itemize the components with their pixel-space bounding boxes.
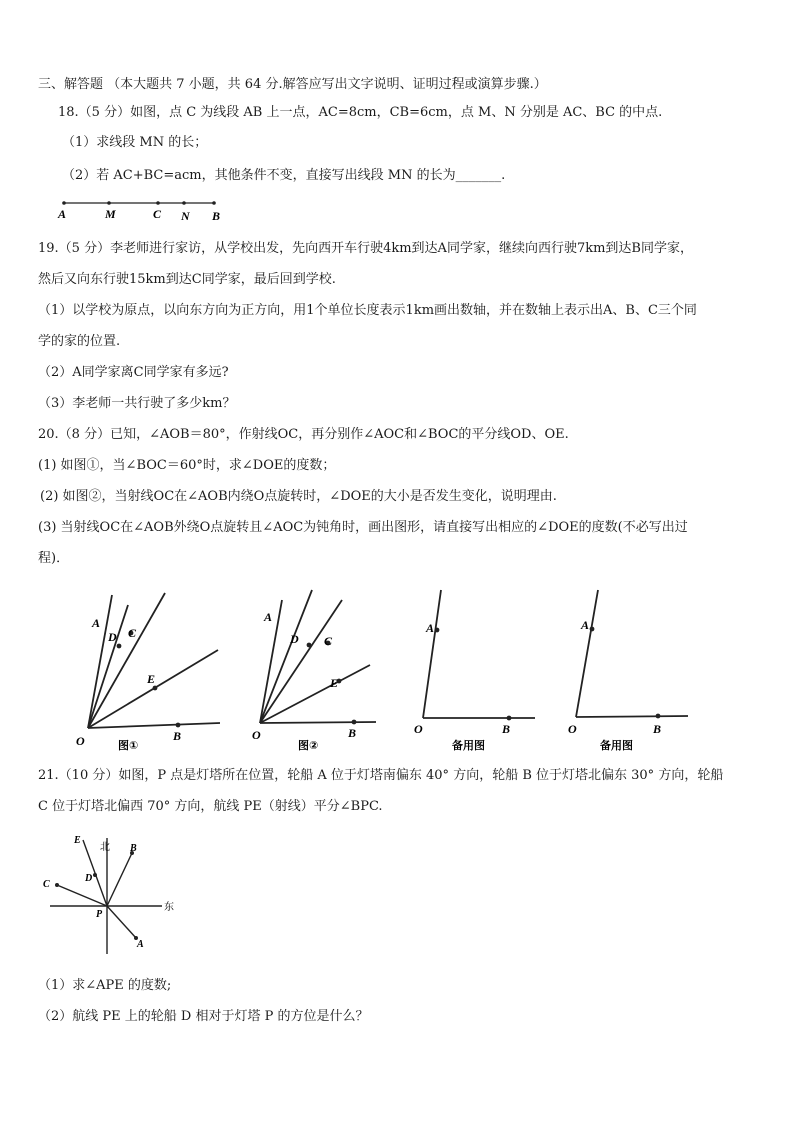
q18-label-c: C: [153, 207, 162, 221]
fig1-label-c: C: [128, 626, 137, 640]
q19-part1-line2: 学的家的位置.: [38, 334, 121, 349]
fig2-label-b: B: [348, 726, 357, 740]
section-header: 三、解答题 （本大题共 7 小题，共 64 分.解答应写出文字说明、证明过程或演算步骤.）: [38, 77, 547, 92]
fig1-label-d: D: [108, 630, 117, 644]
fig1-label-b: B: [173, 729, 182, 743]
q21-label-c: C: [43, 879, 50, 890]
q19-part3: （3）李老师一共行驶了多少km？: [38, 396, 236, 411]
fig1-caption: 图①: [118, 739, 139, 752]
backup2-label-b: B: [653, 722, 662, 736]
fig2-label-e: E: [330, 676, 339, 690]
q20-part3-line1: (3) 当射线OC在∠AOB外绕O点旋转且∠AOC为钝角时，画出图形，请直接写出相应的∠DOE的度数(不必写出过: [38, 520, 688, 535]
q18-label-n: N: [181, 209, 190, 223]
fig2-label-c: C: [324, 634, 333, 648]
q20-backup-figure-1: [405, 585, 545, 755]
q19-part1-line1: （1）以学校为原点，以向东方向为正方向，用1个单位长度表示1km画出数轴，并在数轴上表示出A、B、C三个同: [38, 303, 697, 318]
q20-part3-line2: 程)．: [38, 551, 70, 566]
backup1-caption: 备用图: [452, 739, 485, 752]
q18-part2: （2）若 AC+BC=acm，其他条件不变，直接写出线段 MN 的长为_______.: [62, 168, 506, 183]
q20-stem: 20.（8 分）已知，∠AOB＝80°，作射线OC，再分别作∠AOC和∠BOC的平分线OD、OE.: [38, 427, 569, 442]
q18-label-m: M: [105, 207, 116, 221]
q18-stem: 18.（5 分）如图，点 C 为线段 AB 上一点，AC=8cm，CB=6cm，点 M、N 分别是 AC、BC 的中点.: [58, 105, 663, 120]
q21-label-e: E: [74, 835, 81, 846]
q21-label-p: P: [96, 909, 103, 920]
backup2-label-a: A: [581, 618, 590, 632]
fig1-label-a: A: [92, 616, 101, 630]
fig2-label-o: O: [252, 728, 261, 742]
q21-stem-line2: C 位于灯塔北偏西 70° 方向，航线 PE（射线）平分∠BPC.: [38, 799, 383, 814]
q21-part2: （2）航线 PE 上的轮船 D 相对于灯塔 P 的方位是什么？: [38, 1009, 369, 1024]
q19-stem-line1: 19.（5 分）李老师进行家访，从学校出发，先向西开车行驶4km到达A同学家，继续向西行驶7km到达B同学家，: [38, 241, 693, 256]
q21-label-north: 北: [100, 842, 110, 853]
q20-part1: (1) 如图①，当∠BOC＝60°时，求∠DOE的度数；: [38, 458, 336, 473]
q20-backup-figure-2: [558, 585, 698, 755]
q18-part1: （1）求线段 MN 的长；: [62, 135, 208, 150]
q18-label-a: A: [58, 207, 67, 221]
backup1-label-o: O: [414, 722, 423, 736]
backup1-label-b: B: [502, 722, 511, 736]
fig2-caption: 图②: [298, 739, 319, 752]
q21-label-a: A: [137, 939, 144, 950]
q21-label-b: B: [130, 843, 137, 854]
q21-direction-figure: [40, 830, 190, 955]
q21-label-east: 东: [164, 902, 174, 913]
backup2-caption: 备用图: [600, 739, 633, 752]
q18-label-b: B: [212, 209, 221, 223]
q20-figure-2: [242, 585, 392, 755]
q21-part1: （1）求∠APE 的度数;: [38, 978, 172, 993]
q19-stem-line2: 然后又向东行驶15km到达C同学家，最后回到学校.: [38, 272, 336, 287]
fig1-label-e: E: [147, 672, 156, 686]
q21-label-d: D: [85, 873, 93, 884]
q21-stem-line1: 21.（10 分）如图，P 点是灯塔所在位置，轮船 A 位于灯塔南偏东 40° 方向，轮船 B 位于灯塔北偏东 30° 方向，轮船: [38, 768, 724, 783]
q19-part2: （2）A同学家离C同学家有多远?: [38, 365, 229, 380]
fig2-label-a: A: [264, 610, 273, 624]
fig2-label-d: D: [290, 632, 299, 646]
backup2-label-o: O: [568, 722, 577, 736]
q20-part2: (2) 如图②，当射线OC在∠AOB内绕O点旋转时，∠DOE的大小是否发生变化，说明理由.: [40, 489, 557, 504]
q18-segment-figure: [54, 196, 234, 224]
fig1-label-o: O: [76, 734, 85, 748]
backup1-label-a: A: [426, 621, 435, 635]
q20-figure-1: [70, 585, 230, 755]
